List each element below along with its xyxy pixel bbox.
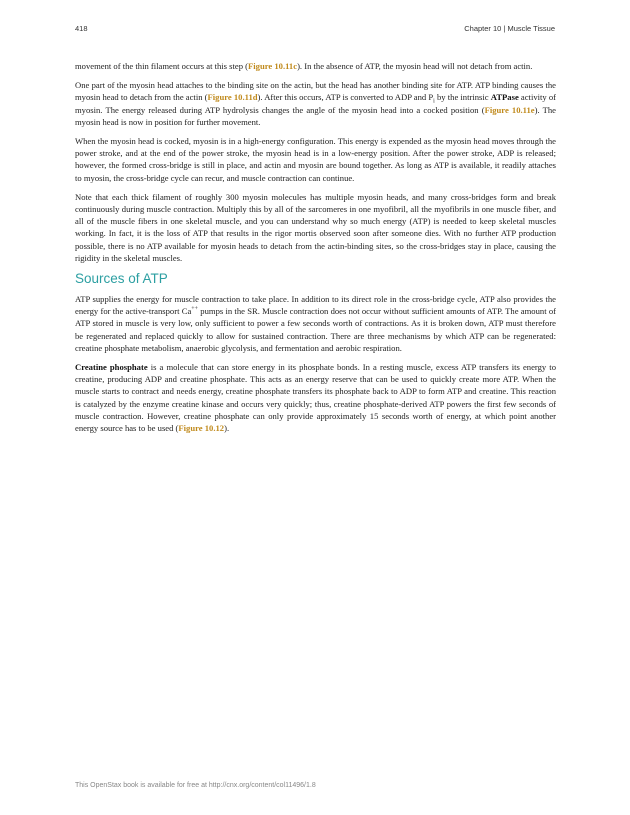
p2-fig2-suffix: e (530, 104, 535, 115)
running-header: Chapter 10 | Muscle Tissue (464, 24, 555, 33)
paragraph-4: Note that each thick filament of roughly 300 myosin molecules has multiple myosin heads, and many cross-bridges form and break continuously during muscle contraction. Multiply this by all of the sarcomeres in one myofibril, all the myofibrils in one muscle fiber, and all of the muscle fibers in one skeletal muscle, and you can understand why so much energy (ATP) is needed to keep skeletal muscles working. In fact, it is the loss of ATP that results in the rigor mortis observed soon after someone dies. With no further ATP production possible, there is no ATP available for myosin heads to detach from the actin-binding sites, so the cross-bridges stay in place, causing the rigidity in the skeletal muscles. (75, 191, 556, 263)
p5-text-b: pumps in the SR. Muscle contraction does not occur without sufficient amounts of ATP. The amount of ATP stored in muscle is very low, only sufficient to power a few seconds worth of contractions. As it is broken down, ATP must therefore be regenerated and replaced quickly to allow for sustained contraction. There are three mechanisms by which ATP can be regenerated: creatine phosphate metabolism, anaerobic glycolysis, and fermentation and aerobic respiration. (75, 306, 556, 353)
page-number: 418 (75, 24, 88, 33)
paragraph-1 (75, 60, 556, 72)
p1-text-a: movement of the thin filament occurs at this step ( (75, 61, 249, 71)
p2-text-b: ). After this occurs, ATP is converted to ADP and P (257, 92, 434, 103)
p1-fig-suffix: c (293, 61, 298, 71)
paragraph-6 (75, 361, 556, 434)
p2-text-c: by the intrinsic (434, 92, 491, 103)
figure-link-10-11c[interactable] (248, 61, 297, 71)
paragraph-2 (75, 79, 556, 128)
p2-fig2-label: Figure 10.11 (484, 104, 531, 115)
p6-text-a: is a molecule that can store energy in its phosphate bonds. In a resting muscle, excess ATP transfers its energy to creatine, producing ADP and creatine phosphate. This acts as an energy reserve that can be used to quickly create more ATP. When the muscle starts to contract and needs energy, creatine phosphate transfers its phosphate back to ADP to form ATP and creatine. This reaction is catalyzed by the enzyme creatine kinase and occurs very quickly; thus, creatine phosphate-derived ATP powers the first few seconds of muscle contraction. However, creatine phosphate can only provide approximately 15 seconds worth of energy, at which point another energy source has to be used ( (75, 362, 556, 434)
p6-text-b: ). (224, 423, 230, 434)
p5-superscript: ++ (191, 306, 199, 313)
p2-text-e: ). The myosin head is now in position for further movement. (75, 104, 556, 127)
section-heading-sources-of-atp: Sources of ATP (75, 271, 168, 287)
paragraph-5 (75, 293, 556, 354)
p2-text-a: One part of the myosin head attaches to the binding site on the actin, but the head has another binding site for ATP. ATP binding causes the myosin head to detach from the actin ( (75, 80, 556, 103)
p1-fig-label: Figure 10.11 (248, 61, 294, 71)
p2-fig1-label: Figure 10.11 (207, 92, 253, 103)
paragraph-3: When the myosin head is cocked, myosin is in a high-energy configuration. This energy is expended as the myosin head moves through the power stroke, and at the end of the power stroke, the myosin head is in a low-energy position. After the power stroke, ADP is released; however, the formed cross-bridge is still in place, and actin and myosin are bound together. As long as ATP is available, it readily attaches to myosin, the cross-bridge cycle can recur, and muscle contraction can continue. (75, 136, 556, 183)
term-creatine-phosphate: Creatine phosphate (75, 362, 148, 373)
page-body (75, 60, 556, 441)
p1-text-b: ). In the absence of ATP, the myosin head will not detach from actin. (297, 61, 533, 71)
figure-link-10-12[interactable]: Figure 10.12 (178, 423, 225, 434)
p2-fig1-suffix: d (252, 92, 258, 103)
p2-subscript: i (433, 99, 435, 106)
p2-text-d: activity of myosin. The energy released during ATP hydrolysis changes the angle of the myosin head into a cocked position ( (75, 92, 557, 115)
p5-text-a: ATP supplies the energy for muscle contraction to take place. In addition to its direct role in the cross-bridge cycle, ATP also provides the energy for the active-transport Ca (75, 294, 556, 317)
page-footer: This OpenStax book is available for free at http://cnx.org/content/col11496/1.8 (75, 782, 316, 789)
figure-link-10-11e[interactable] (485, 105, 535, 115)
term-atpase: ATPase (490, 92, 519, 103)
figure-link-10-11d[interactable] (208, 92, 258, 102)
